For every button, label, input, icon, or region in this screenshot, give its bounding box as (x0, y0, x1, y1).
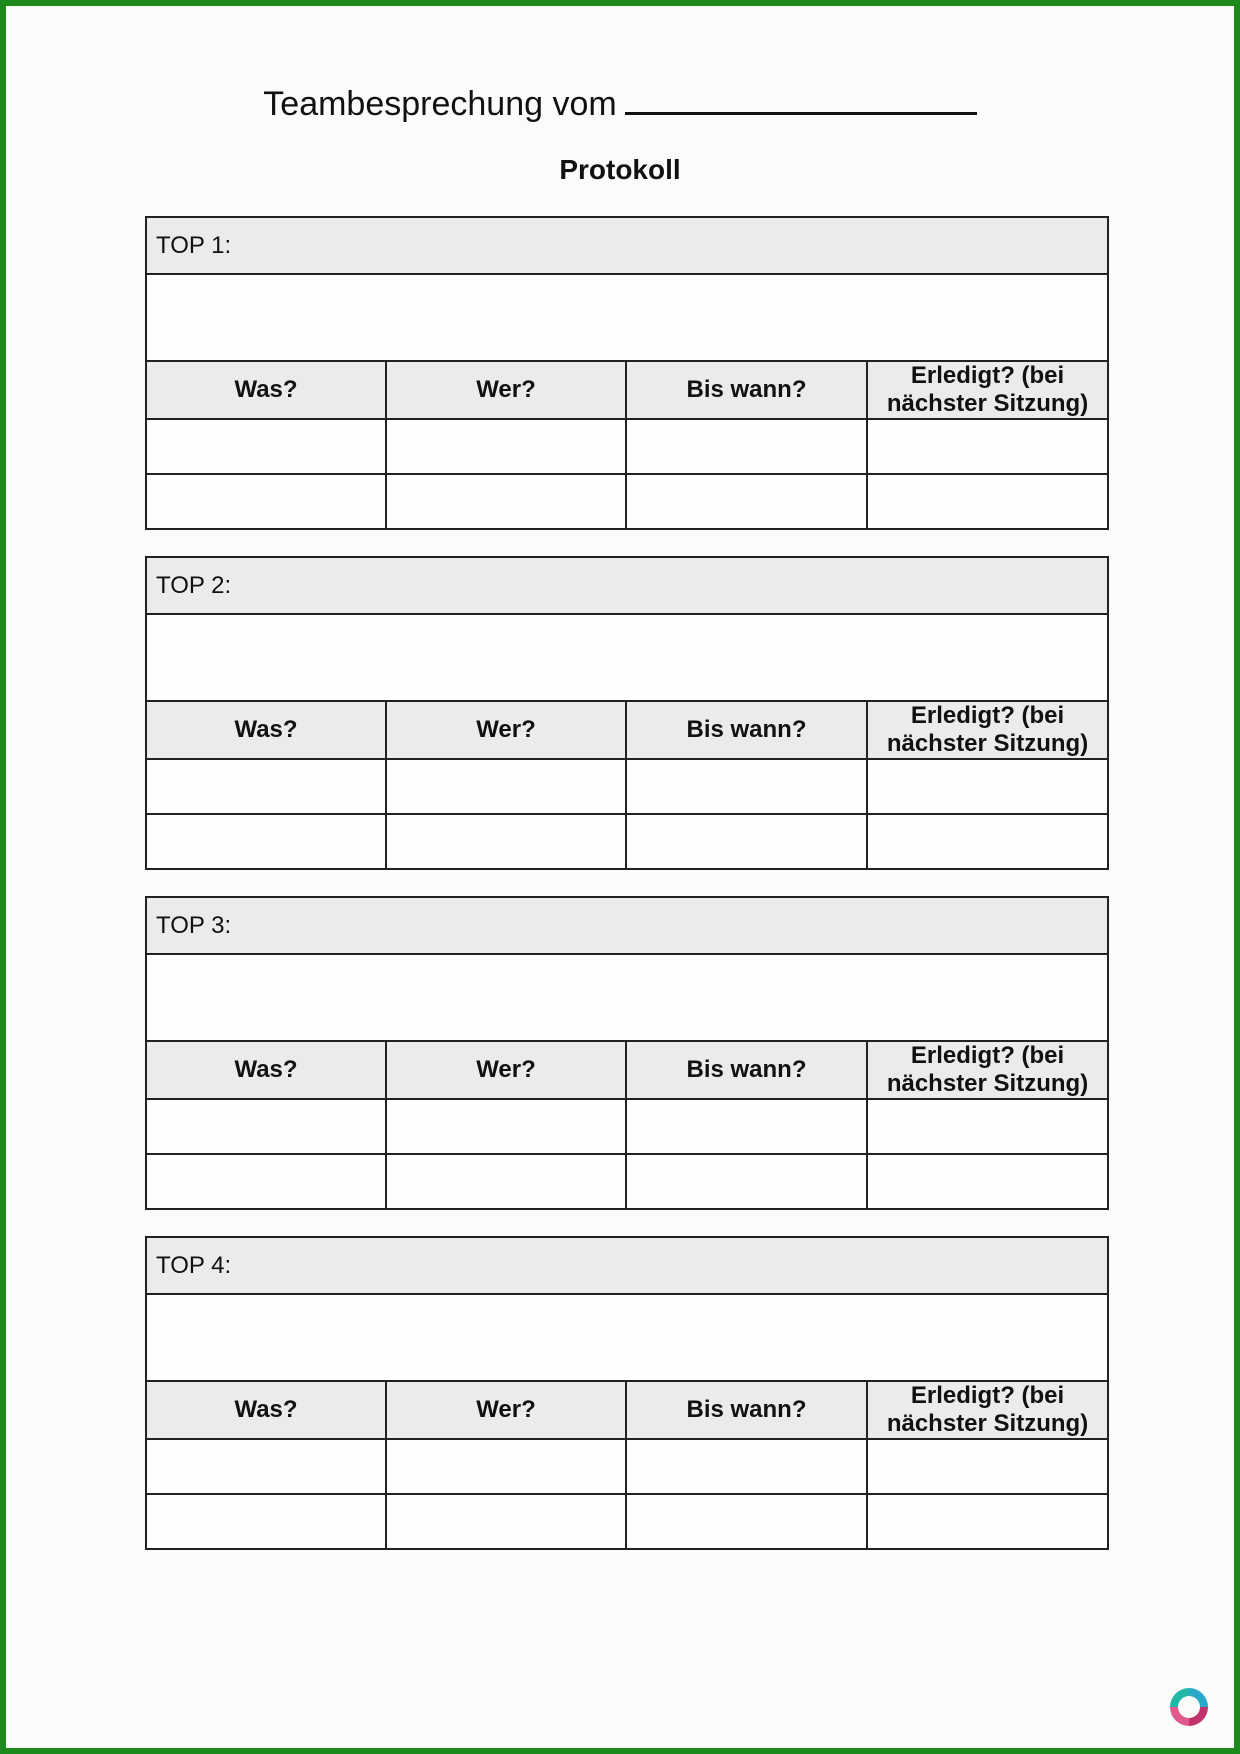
heading-text: Teambesprechung vom (263, 85, 617, 123)
table-cell[interactable] (386, 1494, 626, 1549)
column-header-was: Was? (146, 1041, 386, 1099)
table-cell[interactable] (626, 1494, 867, 1549)
table-cell[interactable] (867, 1154, 1108, 1209)
table-cell[interactable] (146, 814, 386, 869)
column-header-wer: Wer? (386, 361, 626, 419)
table-cell[interactable] (146, 419, 386, 474)
column-header-bis-wann: Bis wann? (626, 1381, 867, 1439)
column-header-was: Was? (146, 361, 386, 419)
table-cell[interactable] (146, 1439, 386, 1494)
column-header-wer: Wer? (386, 1381, 626, 1439)
column-header-erledigt: Erledigt? (bei nächster Sitzung) (867, 701, 1108, 759)
top-block-4 (145, 1236, 1109, 1550)
top-notes-field[interactable] (146, 954, 1108, 1041)
column-header-was: Was? (146, 1381, 386, 1439)
column-header-wer: Wer? (386, 1041, 626, 1099)
table-cell[interactable] (146, 1154, 386, 1209)
top-notes-field[interactable] (146, 614, 1108, 701)
table-cell[interactable] (386, 1154, 626, 1209)
table-cell[interactable] (146, 1099, 386, 1154)
document-heading (6, 76, 1234, 124)
table-cell[interactable] (626, 1099, 867, 1154)
table-cell[interactable] (386, 759, 626, 814)
refresh-logo-icon (1166, 1684, 1212, 1730)
column-header-erledigt: Erledigt? (bei nächster Sitzung) (867, 361, 1108, 419)
table-cell[interactable] (867, 1439, 1108, 1494)
top-block-2 (145, 556, 1109, 870)
top-block-3 (145, 896, 1109, 1210)
column-header-erledigt: Erledigt? (bei nächster Sitzung) (867, 1381, 1108, 1439)
table-cell[interactable] (867, 419, 1108, 474)
table-cell[interactable] (626, 1439, 867, 1494)
table-cell[interactable] (626, 419, 867, 474)
table-cell[interactable] (626, 814, 867, 869)
table-cell[interactable] (386, 419, 626, 474)
table-cell[interactable] (867, 814, 1108, 869)
table-cell[interactable] (146, 1494, 386, 1549)
top-notes-field[interactable] (146, 1294, 1108, 1381)
table-cell[interactable] (867, 1099, 1108, 1154)
date-blank-line[interactable] (625, 76, 977, 115)
column-header-wer: Wer? (386, 701, 626, 759)
column-header-erledigt: Erledigt? (bei nächster Sitzung) (867, 1041, 1108, 1099)
table-cell[interactable] (867, 759, 1108, 814)
table-cell[interactable] (386, 814, 626, 869)
table-cell[interactable] (146, 759, 386, 814)
table-cell[interactable] (386, 1099, 626, 1154)
table-cell[interactable] (867, 474, 1108, 529)
table-cell[interactable] (146, 474, 386, 529)
table-cell[interactable] (386, 474, 626, 529)
top-label: TOP 2: (146, 557, 1108, 614)
top-label: TOP 1: (146, 217, 1108, 274)
table-cell[interactable] (626, 1154, 867, 1209)
document-subtitle: Protokoll (559, 154, 681, 185)
top-label: TOP 3: (146, 897, 1108, 954)
top-notes-field[interactable] (146, 274, 1108, 361)
top-block-1 (145, 216, 1109, 530)
top-label: TOP 4: (146, 1237, 1108, 1294)
column-header-bis-wann: Bis wann? (626, 361, 867, 419)
table-cell[interactable] (626, 759, 867, 814)
column-header-bis-wann: Bis wann? (626, 701, 867, 759)
column-header-was: Was? (146, 701, 386, 759)
table-cell[interactable] (867, 1494, 1108, 1549)
table-cell[interactable] (386, 1439, 626, 1494)
column-header-bis-wann: Bis wann? (626, 1041, 867, 1099)
table-cell[interactable] (626, 474, 867, 529)
